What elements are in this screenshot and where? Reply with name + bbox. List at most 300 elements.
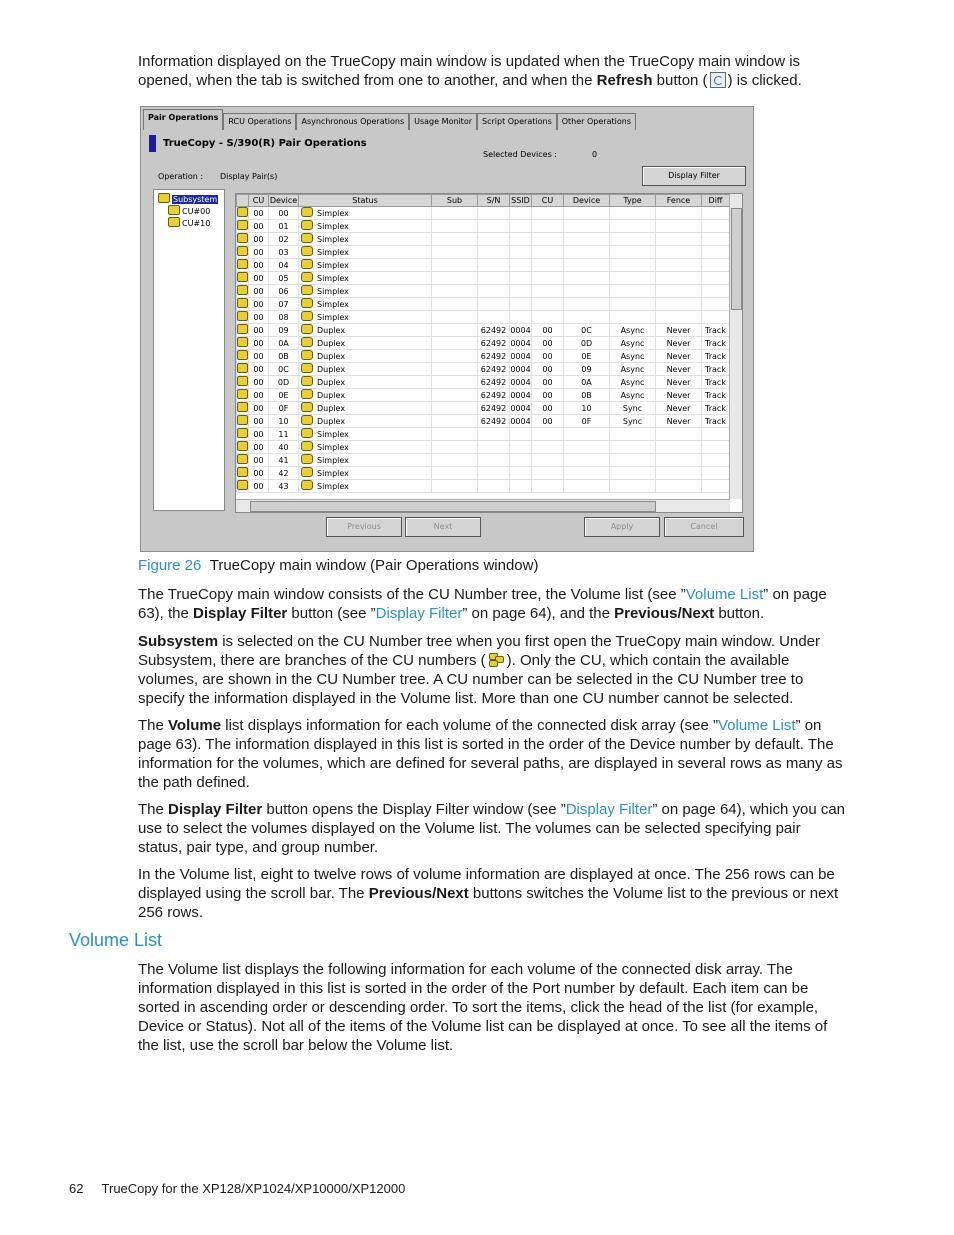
page-footer	[69, 1181, 405, 1196]
table-cell	[432, 285, 478, 298]
text: ” on page 63). The information displayed in this list is sorted in the order of the Device number by default. The information for the volumes, which are defined for several paths, are displayed in several rows as many as the path defined.	[138, 717, 843, 791]
table-row[interactable]	[237, 233, 730, 246]
table-row[interactable]	[237, 441, 730, 454]
page-number: 62	[69, 1181, 84, 1196]
table-row[interactable]	[237, 337, 730, 350]
table-cell	[432, 480, 478, 493]
table-cell: Track	[702, 415, 730, 428]
table-cell	[299, 363, 432, 376]
volume-cell	[237, 311, 249, 324]
table-cell	[532, 220, 564, 233]
table-cell	[532, 441, 564, 454]
table-cell	[432, 363, 478, 376]
refresh-term: Refresh	[596, 72, 653, 89]
table-cell: 62492	[478, 376, 510, 389]
volume-cell	[237, 428, 249, 441]
table-cell	[478, 207, 510, 220]
intro-paragraph	[138, 52, 848, 90]
volume-icon	[237, 415, 248, 425]
table-cell	[532, 272, 564, 285]
table-cell	[564, 298, 610, 311]
cancel-button[interactable]: Cancel	[664, 517, 744, 537]
table-cell: Never	[656, 363, 702, 376]
table-cell	[610, 311, 656, 324]
table-cell	[702, 428, 730, 441]
column-header[interactable]: Fence	[656, 195, 702, 207]
volume-cell	[237, 350, 249, 363]
table-cell	[510, 298, 532, 311]
table-cell: 0C	[564, 324, 610, 337]
table-cell: Async	[610, 376, 656, 389]
table-cell: 0004	[510, 325, 531, 335]
table-cell	[299, 246, 432, 259]
table-cell: 00	[532, 389, 564, 402]
table-cell	[299, 376, 432, 389]
table-cell	[510, 428, 532, 441]
table-cell: 00	[249, 454, 269, 467]
table-cell: 00	[249, 402, 269, 415]
table-cell: 00	[249, 311, 269, 324]
table-cell	[532, 480, 564, 493]
table-row[interactable]	[237, 454, 730, 467]
tab-pair-operations[interactable]: Pair Operations	[143, 109, 223, 130]
tab-rcu-operations[interactable]: RCU Operations	[223, 113, 296, 130]
column-header[interactable]: SSID	[511, 196, 530, 205]
status-icon	[301, 363, 313, 373]
table-cell	[564, 454, 610, 467]
tree-item-cu10[interactable]	[168, 217, 210, 228]
table-cell: 62492	[478, 415, 510, 428]
table-cell	[478, 298, 510, 311]
table-row[interactable]	[237, 467, 730, 480]
column-header[interactable]: Type	[610, 195, 656, 207]
table-cell: 06	[269, 285, 299, 298]
table-cell	[299, 324, 432, 337]
display-filter-button[interactable]: Display Filter	[642, 166, 746, 186]
table-row[interactable]	[237, 220, 730, 233]
table-cell: 0B	[269, 350, 299, 363]
table-cell	[702, 298, 730, 311]
table-row[interactable]	[237, 259, 730, 272]
volume-list-link[interactable]: Volume List	[685, 586, 764, 603]
table-cell: Async	[610, 389, 656, 402]
table-cell: 00	[249, 441, 269, 454]
volume-cell	[237, 233, 249, 246]
table-cell	[656, 454, 702, 467]
table-cell	[532, 246, 564, 259]
table-cell	[299, 441, 432, 454]
display-filter-link[interactable]: Display Filter	[375, 605, 463, 622]
table-cell: 0E	[269, 389, 299, 402]
table-cell	[478, 311, 510, 324]
table-row[interactable]	[237, 389, 730, 402]
volume-cell	[237, 298, 249, 311]
table-cell	[510, 311, 532, 324]
table-cell: Async	[610, 363, 656, 376]
volume-icon	[237, 350, 248, 360]
table-cell: 62492	[478, 324, 510, 337]
table-cell: 0004	[510, 364, 531, 374]
vertical-scroll-thumb[interactable]	[731, 208, 742, 310]
table-cell	[532, 259, 564, 272]
volume-icon	[237, 480, 248, 490]
next-button[interactable]: Next	[405, 517, 481, 537]
table-cell	[432, 311, 478, 324]
table-cell	[610, 480, 656, 493]
table-row[interactable]	[237, 428, 730, 441]
table-cell: 00	[249, 480, 269, 493]
table-cell	[299, 350, 432, 363]
table-cell	[432, 324, 478, 337]
table-cell	[610, 233, 656, 246]
table-cell	[478, 259, 510, 272]
volume-icon	[237, 285, 248, 295]
table-row[interactable]	[237, 207, 730, 220]
table-cell: 00	[249, 415, 269, 428]
status-text: Simplex	[317, 274, 349, 283]
volume-list-link[interactable]: Volume List	[718, 717, 796, 734]
volume-cell	[237, 337, 249, 350]
volume-icon	[237, 233, 248, 243]
table-cell: Sync	[610, 415, 656, 428]
table-row[interactable]	[237, 363, 730, 376]
vertical-scrollbar[interactable]	[729, 194, 742, 499]
table-cell: 00	[532, 363, 564, 376]
table-cell	[610, 220, 656, 233]
table-cell: 0B	[564, 389, 610, 402]
table-cell: 09	[269, 324, 299, 337]
table-cell: Async	[610, 337, 656, 350]
table-cell	[299, 480, 432, 493]
volume-cell	[237, 454, 249, 467]
table-cell	[432, 454, 478, 467]
table-cell	[564, 428, 610, 441]
status-text: Duplex	[317, 365, 346, 374]
table-cell	[510, 207, 532, 220]
tree-label: Subsystem	[173, 195, 218, 204]
column-header[interactable]: CU	[532, 195, 564, 207]
table-cell	[656, 428, 702, 441]
table-cell: 03	[269, 246, 299, 259]
table-cell	[478, 428, 510, 441]
table-cell	[610, 207, 656, 220]
table-cell: 62492	[478, 350, 510, 363]
volume-cell	[237, 324, 249, 337]
status-text: Duplex	[317, 326, 346, 335]
paragraph-subsystem	[138, 632, 848, 708]
table-cell	[702, 259, 730, 272]
table-cell	[656, 298, 702, 311]
refresh-icon	[710, 72, 726, 88]
table-row[interactable]	[237, 324, 730, 337]
table-cell: 02	[269, 233, 299, 246]
table-cell: Never	[656, 402, 702, 415]
tab-other-operations[interactable]: Other Operations	[557, 113, 636, 130]
table-cell	[299, 207, 432, 220]
table-cell	[702, 233, 730, 246]
table-cell	[564, 259, 610, 272]
table-cell: 0004	[510, 377, 531, 387]
text: is selected on the CU Number tree when you first open the TrueCopy main window. Under Subsystem, there are branches of the CU numbers (	[138, 633, 821, 669]
display-filter-link[interactable]: Display Filter	[565, 801, 653, 818]
table-cell: 08	[269, 311, 299, 324]
table-cell	[299, 298, 432, 311]
text: In the Volume list, eight to twelve rows of volume information are displayed at once. The 256 rows can be displayed using the scroll bar. The	[138, 866, 835, 902]
table-cell	[299, 467, 432, 480]
table-cell: 01	[269, 220, 299, 233]
volume-icon	[237, 324, 248, 334]
table-cell	[299, 311, 432, 324]
status-text: Simplex	[317, 482, 349, 491]
table-row[interactable]	[237, 350, 730, 363]
paragraph-volume-list: The Volume list displays the following information for each volume of the connected disk array. The information displayed in this list is sorted in the order of the Port number by default. Each item can be sorted in ascending order or descending order. To sort the items, click the head of the list (for example, Device or Status). Not all of the items of the Volume list can be displayed at once. To see all the items of the list, use the scroll bar below the Volume list.	[138, 961, 828, 1054]
table-cell: 0C	[269, 363, 299, 376]
table-cell: 0004	[510, 390, 531, 400]
table-cell	[432, 415, 478, 428]
table-cell	[656, 480, 702, 493]
status-icon	[301, 480, 313, 490]
table-row[interactable]	[237, 298, 730, 311]
status-text: Simplex	[317, 235, 349, 244]
table-row[interactable]	[237, 376, 730, 389]
volume-icon	[237, 428, 248, 438]
tree-item-subsystem[interactable]	[158, 193, 218, 204]
table-cell: 00	[532, 376, 564, 389]
column-header-icon	[237, 195, 249, 207]
table-cell	[532, 298, 564, 311]
table-cell: 00	[249, 337, 269, 350]
table-cell: Track	[702, 402, 730, 415]
table-cell: 0F	[269, 402, 299, 415]
table-cell	[610, 454, 656, 467]
table-cell	[299, 428, 432, 441]
table-cell: 41	[269, 454, 299, 467]
table-cell	[432, 246, 478, 259]
table-row[interactable]	[237, 311, 730, 324]
table-cell	[432, 298, 478, 311]
table-cell	[510, 467, 532, 480]
table-cell: Track	[702, 324, 730, 337]
table-cell: Never	[656, 324, 702, 337]
table-cell: Sync	[610, 402, 656, 415]
table-row[interactable]	[237, 246, 730, 259]
table-cell: Track	[702, 376, 730, 389]
volume-cell	[237, 220, 249, 233]
table-cell: 43	[269, 480, 299, 493]
previous-button[interactable]: Previous	[326, 517, 402, 537]
status-text: Simplex	[317, 300, 349, 309]
table-cell	[702, 272, 730, 285]
volume-icon	[237, 337, 248, 347]
figure-caption	[138, 556, 538, 575]
table-cell: 62492	[478, 402, 510, 415]
table-cell	[610, 246, 656, 259]
table-cell	[299, 402, 432, 415]
table-cell: 10	[564, 402, 610, 415]
table-cell	[702, 246, 730, 259]
table-cell	[432, 467, 478, 480]
table-cell	[610, 467, 656, 480]
table-cell: 0A	[564, 376, 610, 389]
tab-usage-monitor[interactable]: Usage Monitor	[409, 113, 477, 130]
table-cell	[656, 259, 702, 272]
table-cell: 62492	[478, 363, 510, 376]
table-row[interactable]	[237, 272, 730, 285]
status-text: Simplex	[317, 287, 349, 296]
volume-cell	[237, 415, 249, 428]
table-cell: 00	[532, 402, 564, 415]
table-cell: 0E	[564, 350, 610, 363]
apply-button[interactable]: Apply	[584, 517, 660, 537]
tab-script-operations[interactable]: Script Operations	[477, 113, 557, 130]
table-cell	[702, 285, 730, 298]
status-icon	[301, 350, 313, 360]
cu-icon	[168, 205, 180, 215]
status-text: Simplex	[317, 248, 349, 257]
status-text: Simplex	[317, 469, 349, 478]
table-cell: 09	[564, 363, 610, 376]
tab-asynchronous-operations[interactable]: Asynchronous Operations	[296, 113, 409, 130]
table-cell	[478, 480, 510, 493]
volume-icon	[237, 207, 248, 217]
table-cell	[510, 233, 532, 246]
panel-title: TrueCopy - S/390(R) Pair Operations	[163, 138, 367, 149]
volume-list	[235, 193, 743, 513]
table-cell	[564, 207, 610, 220]
truecopy-window-screenshot	[140, 106, 754, 552]
table-cell: 0D	[564, 337, 610, 350]
title-accent-bar	[149, 135, 156, 152]
volume-cell	[237, 363, 249, 376]
table-cell	[656, 220, 702, 233]
table-cell	[299, 272, 432, 285]
column-header[interactable]: S/N	[478, 195, 510, 207]
table-cell: 0004	[510, 403, 531, 413]
figure-number: Figure 26	[138, 557, 202, 574]
table-cell: Never	[656, 376, 702, 389]
table-cell: Track	[702, 363, 730, 376]
table-cell	[299, 454, 432, 467]
table-cell: 05	[269, 272, 299, 285]
table-cell	[478, 220, 510, 233]
table-cell	[610, 272, 656, 285]
table-cell	[478, 272, 510, 285]
table-cell: 00	[249, 285, 269, 298]
table-cell: Track	[702, 350, 730, 363]
volume-cell	[237, 480, 249, 493]
table-cell	[510, 454, 532, 467]
column-header[interactable]: CU	[249, 195, 269, 207]
table-cell: Never	[656, 415, 702, 428]
column-header[interactable]: Device	[564, 195, 610, 207]
intro-text: Information displayed on the TrueCopy main window is updated when the TrueCopy main window is opened, when the tab is switched from one to another, and when the	[138, 53, 801, 89]
table-row[interactable]	[237, 415, 730, 428]
table-cell	[299, 337, 432, 350]
table-cell	[299, 259, 432, 272]
column-header[interactable]: Sub	[432, 195, 478, 207]
table-cell: 0D	[269, 376, 299, 389]
horizontal-scroll-thumb[interactable]	[250, 501, 656, 512]
status-icon	[301, 337, 313, 347]
column-header[interactable]: Device	[269, 196, 298, 205]
table-cell	[432, 233, 478, 246]
status-icon	[301, 259, 313, 269]
bold-term: Display Filter	[193, 605, 288, 622]
table-cell: 10	[269, 415, 299, 428]
column-header[interactable]: Status	[299, 195, 432, 207]
status-icon	[301, 233, 313, 243]
table-cell: 40	[269, 441, 299, 454]
table-row[interactable]	[237, 285, 730, 298]
table-cell: 00	[269, 207, 299, 220]
table-cell	[299, 415, 432, 428]
table-row[interactable]	[237, 402, 730, 415]
volume-cell	[237, 376, 249, 389]
status-icon	[301, 298, 313, 308]
selected-devices-value: 0	[592, 150, 598, 159]
bold-term: Display Filter	[168, 801, 263, 818]
horizontal-scrollbar[interactable]	[236, 499, 730, 512]
table-cell	[432, 389, 478, 402]
table-cell	[510, 441, 532, 454]
status-icon	[301, 428, 313, 438]
column-header[interactable]: Diff	[702, 195, 730, 207]
table-cell	[478, 454, 510, 467]
volume-icon	[237, 311, 248, 321]
table-cell	[532, 454, 564, 467]
table-cell: 00	[249, 428, 269, 441]
table-cell	[432, 272, 478, 285]
volume-cell	[237, 259, 249, 272]
tree-item-cu00[interactable]	[168, 205, 210, 216]
status-icon	[301, 402, 313, 412]
table-cell	[656, 311, 702, 324]
table-row[interactable]	[237, 480, 730, 493]
bold-term: Volume	[168, 717, 222, 734]
table-cell: 0004	[510, 416, 531, 426]
table-cell: Never	[656, 350, 702, 363]
volume-icon	[237, 298, 248, 308]
table-cell	[510, 246, 532, 259]
text: ” on page 64), and the	[462, 605, 615, 622]
text: The	[138, 717, 169, 734]
table-cell	[299, 285, 432, 298]
volume-icon	[237, 441, 248, 451]
table-cell: Track	[702, 389, 730, 402]
status-icon	[301, 285, 313, 295]
status-text: Duplex	[317, 352, 346, 361]
table-cell	[432, 428, 478, 441]
paragraph-main-window	[138, 585, 848, 623]
table-cell: 00	[249, 207, 269, 220]
table-cell	[610, 298, 656, 311]
table-cell	[510, 259, 532, 272]
text: ” on page 63), the	[138, 586, 827, 622]
table-cell: 0004	[510, 351, 531, 361]
volume-icon	[237, 246, 248, 256]
table-cell	[610, 441, 656, 454]
table-cell: 00	[249, 467, 269, 480]
status-text: Simplex	[317, 261, 349, 270]
table-cell: 0004	[510, 338, 531, 348]
table-cell	[564, 285, 610, 298]
volume-cell	[237, 246, 249, 259]
table-cell	[532, 467, 564, 480]
table-cell	[564, 272, 610, 285]
table-cell: Async	[610, 324, 656, 337]
table-cell: 00	[532, 337, 564, 350]
status-icon	[301, 324, 313, 334]
